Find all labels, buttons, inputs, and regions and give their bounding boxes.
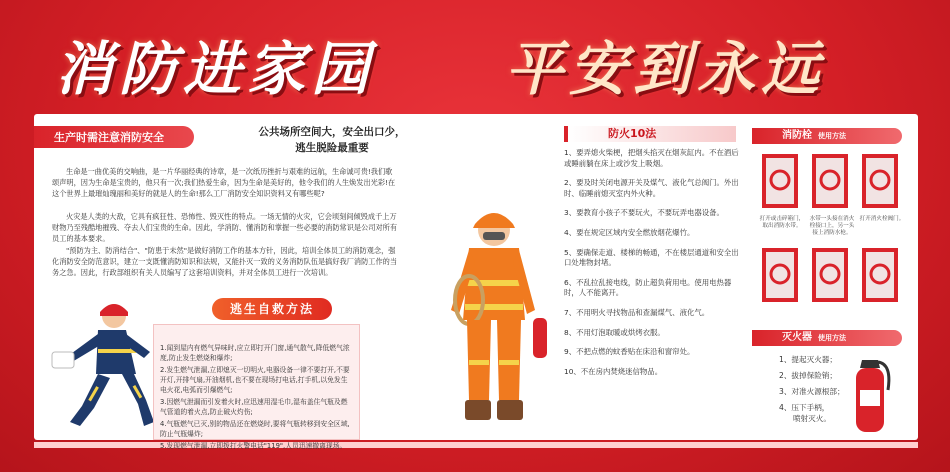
hydrant-step-caption: 打开或击碎箱门，取出消防水带。 bbox=[759, 216, 805, 229]
fire-10-item: 3、要教育小孩子不要玩火，不要玩弄电器设备。 bbox=[564, 208, 724, 218]
escape-item: 1.闻到屋内有燃气异味时,应立即打开门窗,通气散气,降低燃气浓度,防止发生燃烧和爆炸; bbox=[160, 344, 350, 362]
fire-10-item: 6、不乱拉乱接电线，防止超负荷用电。使用电热器时，人不能离开。 bbox=[564, 277, 732, 298]
fire-10-title: 防火10法 bbox=[564, 126, 736, 142]
standing-firefighter-icon bbox=[439, 200, 549, 432]
hydrant-step-caption: 打开消火栓阀门。 bbox=[859, 216, 905, 222]
fire-10-item: 5、要确保走道、楼梯的畅通，不在楼层通道和安全出口处堆物封堵。 bbox=[564, 247, 739, 268]
fire-10-item: 8、不用灯泡取暖或烘烤衣服。 bbox=[564, 327, 665, 337]
fire-10-item: 10、不在房内焚烧迷信物品。 bbox=[564, 366, 663, 376]
escape-item: 3.因燃气泄漏而引发着火时,应迅速用湿毛巾,湿布盖住气瓶及燃气管道的着火点,防止破火灼伤; bbox=[160, 398, 348, 416]
content-board bbox=[34, 114, 918, 450]
hydrant-steps-row1-icon bbox=[752, 150, 912, 212]
fire-10-item: 9、不把点燃的蚊香贴在床沿和窗帘处。 bbox=[564, 347, 695, 357]
left-section-title: 生产时需注意消防安全 bbox=[34, 126, 194, 148]
fire-10-item: 7、不用明火寻找物品和查漏煤气、液化气。 bbox=[564, 307, 710, 317]
hydrant-title bbox=[752, 128, 902, 144]
headline bbox=[0, 22, 950, 102]
escape-item: 5.发现燃气泄漏,立即拨打火警电话"119",人员迅速撤离现场。 bbox=[160, 442, 347, 450]
extinguisher-use-label: 使用方法 bbox=[818, 334, 846, 342]
left-paragraph-3: "预防为主、防消结合"、"防患于未然"是做好消防工作的基本方针，因此，培训全体员工的消防观念，强化消防安全防范意识，建立一支既懂消防知识和法规，又能扑灭一致的义务消防队伍是搞好我厂消防工作的当务之急。因此，行政部组织有关人员编写了这套培训资料，并对全体员工进行一次培训。 bbox=[52, 246, 398, 277]
escape-list bbox=[154, 339, 359, 457]
middle-subtitle-line1: 公共场所空间大，安全出口少， bbox=[258, 126, 406, 138]
fire-10-item: 1、要弄熄火柴梗，把烟头掐灭在烟灰缸内。不在酒后或睡前躺在床上或沙发上吸烟。 bbox=[564, 148, 739, 168]
extinguisher-title-text: 灭火器 bbox=[782, 332, 812, 343]
middle-subtitle bbox=[237, 124, 427, 156]
fire-10-list bbox=[564, 148, 744, 386]
extinguisher-item: 3、对准火源根部； bbox=[779, 387, 845, 396]
fire-extinguisher-icon bbox=[844, 350, 894, 436]
escape-item: 2.发生燃气泄漏,立即熄灭一切明火,电器设备一律不要打开,不要开灯,开排气扇,开油烟机,也不要在现场打电话,打手机,以免发生电火花,电弧而引爆燃气; bbox=[160, 366, 350, 394]
extinguisher-item: 喷射灭火。 bbox=[793, 414, 831, 423]
extinguisher-title bbox=[752, 330, 902, 346]
headline-part2: 平安到永远 bbox=[505, 35, 826, 103]
escape-item: 4.气瓶燃气已灭,别的物品还在燃烧时,要将气瓶转移到安全区域,防止气瓶爆炸; bbox=[160, 420, 350, 438]
middle-subtitle-line2: 逃生脱险最重要 bbox=[295, 142, 369, 154]
hydrant-title-text: 消防栓 bbox=[782, 130, 812, 141]
extinguisher-item: 1、提起灭火器； bbox=[779, 355, 837, 364]
left-paragraph-2: 火灾是人类的大敌，它具有疯狂性、恐怖性、毁灭性的特点。一场无情的火灾，它会顷刻间倾毁成千上万财物乃至残酷地摧残、夺去人们宝贵的生命。因此，学消防、懂消防和掌握一些必要的消防常识是公司对所有员工的基本要求。 bbox=[52, 212, 398, 243]
hydrant-steps-row2-icon bbox=[752, 244, 912, 306]
escape-methods-title: 逃生自救方法 bbox=[212, 298, 332, 320]
escape-methods-box bbox=[153, 324, 360, 450]
extinguisher-item: 4、压下手柄， bbox=[779, 403, 830, 412]
fire-10-item: 2、要及时关闭电源开关及煤气、液化气总阀门。外出时、临睡前熄灭室内外火种。 bbox=[564, 178, 739, 198]
running-firefighter-icon bbox=[46, 294, 156, 434]
hydrant-step-caption: 水带一头接在消火栓接口上，另一头接上消防水枪。 bbox=[809, 216, 855, 236]
headline-part1: 消防进家园 bbox=[55, 35, 376, 103]
extinguisher-item: 2、拔掉保险销； bbox=[779, 371, 837, 380]
fire-10-item: 4、要在规定区域内安全燃放烟花爆竹。 bbox=[564, 227, 695, 237]
left-paragraph-1: 生命是一曲优美的交响曲，是一片华丽经典的诗章，是一次纸历挫折与艰难的远航，生命诚可贵!我们歌颂声明，因为生命是宝贵的，他只有一次;我们热爱生命，因为生命是美好的，他令我们的人生焕发出光彩!在这个世界上最璀灿瑰丽和美好的就是人的生命!那么工厂消防安全知识资料又有哪些呢? bbox=[52, 167, 396, 198]
extinguisher-list bbox=[779, 354, 845, 429]
hydrant-use-label: 使用方法 bbox=[818, 132, 846, 140]
